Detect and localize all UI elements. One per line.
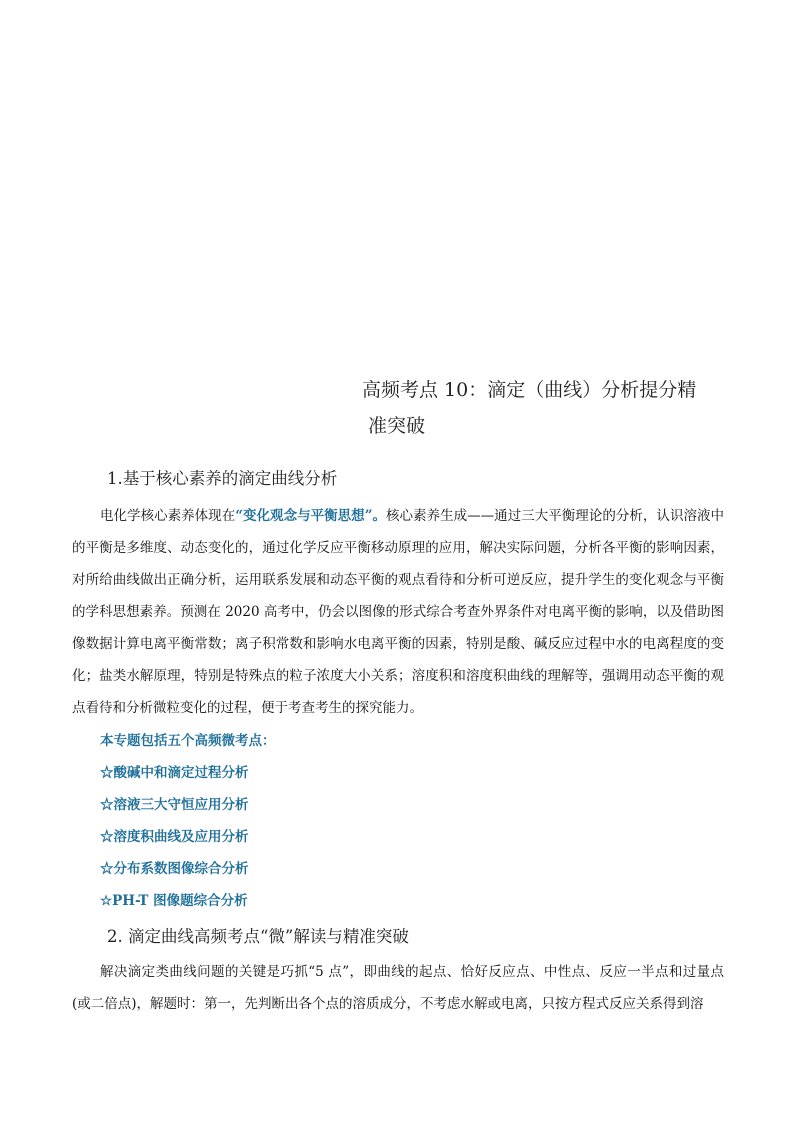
list-item: ☆溶液三大守恒应用分析 bbox=[100, 797, 249, 813]
section-2-heading: 2. 滴定曲线高频考点“微”解读与精准突破 bbox=[107, 927, 409, 946]
topic-list-intro: 本专题包括五个高频微考点： bbox=[100, 733, 276, 749]
paragraph-text-after: 核心素养生成——通过三大平衡理论的分析，认识溶液中的平衡是多维度、动态变化的，通过化学反应平衡移动原理的应用，解决实际问题，分析各平衡的影响因素，对所给曲线做出正确分析，运用联系发展和动态平衡的观点看待和分析可逆反应，提升学生的变化观念与平衡的学科思想素养。预测在 2020 高考中，仍会以图像的形式综合考查外界条件对电离平衡的影响，以及借助图像数据计算电离平衡常数；离子积常数和影响水电离平衡的因素，特别是酸、碱反应过程中水的电离程度的变化；盐类水解原理，特别是特殊点的粒子浓度大小关系；溶度积和溶度积曲线的理解等，强调用动态平衡的观点看待和分析微粒变化的过程，便于考查考生的探究能力。 bbox=[72, 508, 725, 716]
list-item: ☆溶度积曲线及应用分析 bbox=[100, 829, 249, 845]
list-item: ☆PH-T 图像题综合分析 bbox=[100, 893, 248, 909]
title-line-2: 准突破 bbox=[368, 415, 426, 437]
title-line-1: 高频考点 10：滴定（曲线）分析提分精 bbox=[362, 379, 697, 401]
list-item: ☆分布系数图像综合分析 bbox=[100, 861, 249, 877]
section-1-paragraph bbox=[72, 500, 724, 724]
section-1-heading: 1.基于核心素养的滴定曲线分析 bbox=[107, 469, 338, 488]
paragraph-emphasis: “变化观念与平衡思想”。 bbox=[235, 508, 387, 524]
paragraph-text-before: 电化学核心素养体现在 bbox=[100, 508, 236, 524]
topic-list bbox=[100, 725, 276, 917]
list-item: ☆酸碱中和滴定过程分析 bbox=[100, 765, 249, 781]
page-title bbox=[362, 372, 742, 444]
section-2-paragraph: 解决滴定类曲线问题的关键是巧抓“5 点”，即曲线的起点、恰好反应点、中性点、反应一半点和过量点(或二倍点)，解题时：第一，先判断出各个点的溶质成分，不考虑水解或电离，只按方程式反应关系得到溶 bbox=[72, 964, 724, 1012]
